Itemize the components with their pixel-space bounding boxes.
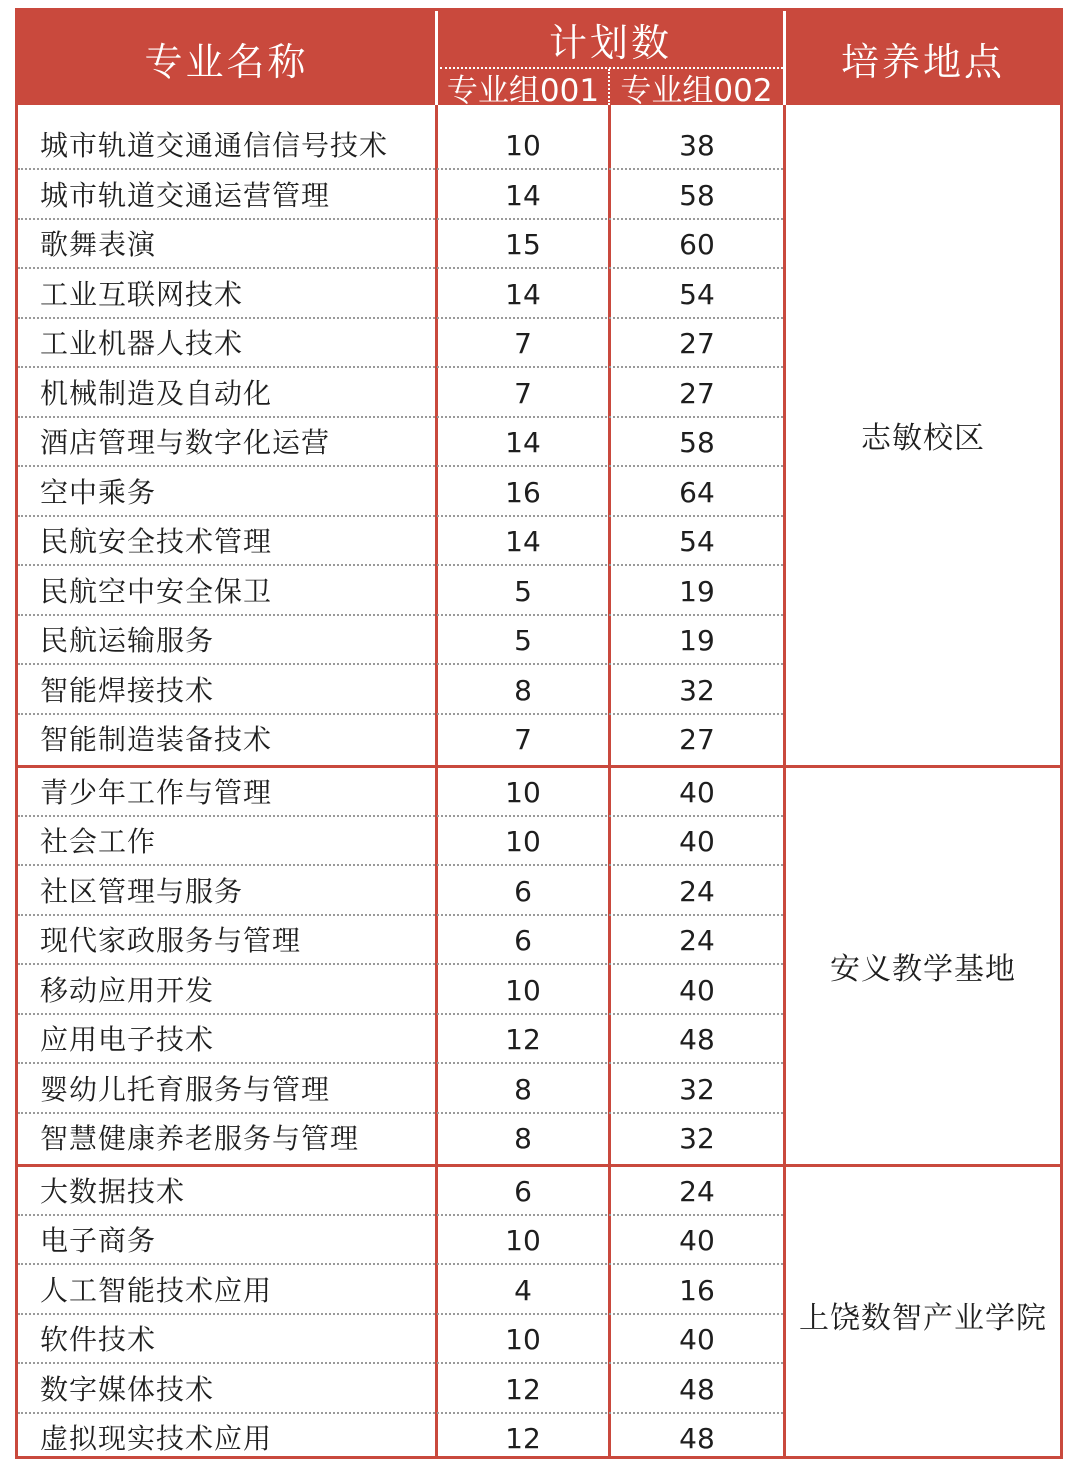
table-row: [18, 1315, 783, 1364]
table-body: [18, 105, 1060, 1456]
group-001-count-cell: 6: [514, 924, 532, 957]
group-002-count-cell: 54: [679, 277, 715, 311]
table-row: [18, 319, 783, 368]
table-row: [18, 768, 783, 817]
table-row: [18, 1414, 783, 1463]
group-001-count-cell: 8: [514, 673, 532, 707]
table-row: [18, 369, 783, 418]
major-name-cell: 电子商务: [40, 1224, 157, 1257]
major-name-cell: 婴幼儿托育服务与管理: [40, 1072, 331, 1106]
group-002-count-cell: 40: [679, 1224, 715, 1257]
group-002-count-cell: 54: [679, 525, 715, 558]
table-row: [18, 867, 783, 916]
major-name-cell: 民航运输服务: [40, 624, 215, 657]
group-001-count-cell: 5: [514, 574, 532, 608]
major-name-cell: 智能制造装备技术: [40, 723, 273, 756]
table-row: [18, 517, 783, 566]
group-002-count-cell: 58: [679, 178, 715, 212]
table-row: [18, 817, 783, 866]
group-001-count-cell: 7: [514, 723, 532, 756]
group-002-count-cell: 27: [679, 327, 715, 360]
group-001-count-cell: 8: [514, 1122, 532, 1155]
training-location-cell: 上饶数智产业学院: [799, 1301, 1047, 1336]
major-name-cell: 人工智能技术应用: [40, 1273, 273, 1307]
major-name-cell: 空中乘务: [40, 475, 157, 509]
table-row: [18, 1216, 783, 1265]
major-name-cell: 酒店管理与数字化运营: [40, 426, 331, 459]
group-002-count-cell: 24: [679, 924, 715, 957]
table-row: [18, 1365, 783, 1414]
group-001-count-cell: 16: [505, 475, 541, 509]
group-001-count-cell: 14: [505, 426, 541, 459]
major-name-cell: 机械制造及自动化: [40, 376, 273, 410]
major-name-cell: 社区管理与服务: [40, 874, 244, 908]
group-002-count-cell: 24: [679, 874, 715, 908]
group-001-count-cell: 8: [514, 1072, 532, 1106]
group-002-count-cell: 38: [679, 129, 715, 162]
major-name-cell: 工业互联网技术: [40, 277, 244, 311]
table-row: [18, 468, 783, 517]
group-002-count-cell: 48: [679, 1422, 715, 1455]
group-001-count-cell: 12: [505, 1372, 541, 1406]
enrollment-table: [15, 8, 1063, 1459]
header-major-name: 专业名称: [144, 39, 309, 84]
header-group-001: 专业组001: [446, 72, 600, 109]
major-name-cell: 民航安全技术管理: [40, 525, 273, 558]
training-location-cell: 安义教学基地: [830, 951, 1016, 987]
table-row: [18, 1015, 783, 1064]
group-001-count-cell: 7: [514, 327, 532, 360]
group-002-count-cell: 64: [679, 475, 715, 509]
table-row: [18, 121, 783, 170]
group-002-count-cell: 24: [679, 1174, 715, 1208]
group-001-count-cell: 5: [514, 624, 532, 657]
table-row: [18, 1065, 783, 1114]
group-002-count-cell: 16: [679, 1273, 715, 1307]
group-002-count-cell: 40: [679, 1323, 715, 1356]
table-row: [18, 666, 783, 715]
group-001-count-cell: 7: [514, 376, 532, 410]
group-002-count-cell: 48: [679, 1372, 715, 1406]
group-001-count-cell: 14: [505, 525, 541, 558]
major-name-cell: 青少年工作与管理: [40, 775, 273, 809]
table-row: [18, 1114, 783, 1163]
group-001-count-cell: 12: [505, 1023, 541, 1056]
major-name-cell: 数字媒体技术: [40, 1372, 215, 1406]
table-row: [18, 418, 783, 467]
group-001-count-cell: 10: [505, 129, 541, 162]
major-name-cell: 歌舞表演: [40, 228, 157, 261]
group-001-count-cell: 10: [505, 1224, 541, 1257]
major-name-cell: 虚拟现实技术应用: [40, 1422, 273, 1455]
group-001-count-cell: 14: [505, 277, 541, 311]
table-row: [18, 616, 783, 665]
table-row: [18, 171, 783, 220]
group-001-count-cell: 10: [505, 775, 541, 809]
major-name-cell: 智慧健康养老服务与管理: [40, 1122, 360, 1155]
group-002-count-cell: 27: [679, 723, 715, 756]
group-001-count-cell: 6: [514, 1174, 532, 1208]
table-row: [18, 715, 783, 764]
major-name-cell: 移动应用开发: [40, 973, 215, 1007]
table-row: [18, 567, 783, 616]
major-name-cell: 软件技术: [40, 1323, 157, 1356]
group-002-count-cell: 19: [679, 574, 715, 608]
group-002-count-cell: 58: [679, 426, 715, 459]
group-001-count-cell: 15: [505, 228, 541, 261]
group-002-count-cell: 40: [679, 825, 715, 858]
group-001-count-cell: 6: [514, 874, 532, 908]
group-002-count-cell: 19: [679, 624, 715, 657]
table-row: [18, 916, 783, 965]
training-location-cell: 志敏校区: [861, 420, 985, 456]
major-name-cell: 工业机器人技术: [40, 327, 244, 360]
group-001-count-cell: 4: [514, 1273, 532, 1307]
header-plan-count: 计划数: [548, 20, 672, 65]
major-name-cell: 民航空中安全保卫: [40, 574, 273, 608]
group-002-count-cell: 32: [679, 1072, 715, 1106]
major-name-cell: 现代家政服务与管理: [40, 924, 302, 957]
group-002-count-cell: 27: [679, 376, 715, 410]
table-header: [18, 11, 1060, 109]
table-row: [18, 966, 783, 1015]
table-row: [18, 220, 783, 269]
group-002-count-cell: 40: [679, 775, 715, 809]
major-name-cell: 智能焊接技术: [40, 673, 215, 707]
group-001-count-cell: 12: [505, 1422, 541, 1455]
group-002-count-cell: 60: [679, 228, 715, 261]
group-001-count-cell: 10: [505, 825, 541, 858]
table-row: [18, 1266, 783, 1315]
group-001-count-cell: 10: [505, 1323, 541, 1356]
group-002-count-cell: 32: [679, 1122, 715, 1155]
group-001-count-cell: 10: [505, 973, 541, 1007]
major-name-cell: 社会工作: [40, 825, 157, 858]
group-002-count-cell: 32: [679, 673, 715, 707]
table-row: [18, 270, 783, 319]
major-name-cell: 城市轨道交通通信信号技术: [40, 129, 389, 162]
header-location: 培养地点: [840, 39, 1005, 84]
group-001-count-cell: 14: [505, 178, 541, 212]
major-name-cell: 应用电子技术: [40, 1023, 215, 1056]
major-name-cell: 城市轨道交通运营管理: [40, 178, 331, 212]
header-group-002: 专业组002: [620, 72, 773, 109]
major-name-cell: 大数据技术: [40, 1174, 186, 1208]
group-002-count-cell: 48: [679, 1023, 715, 1056]
group-002-count-cell: 40: [679, 973, 715, 1007]
table-row: [18, 1167, 783, 1216]
